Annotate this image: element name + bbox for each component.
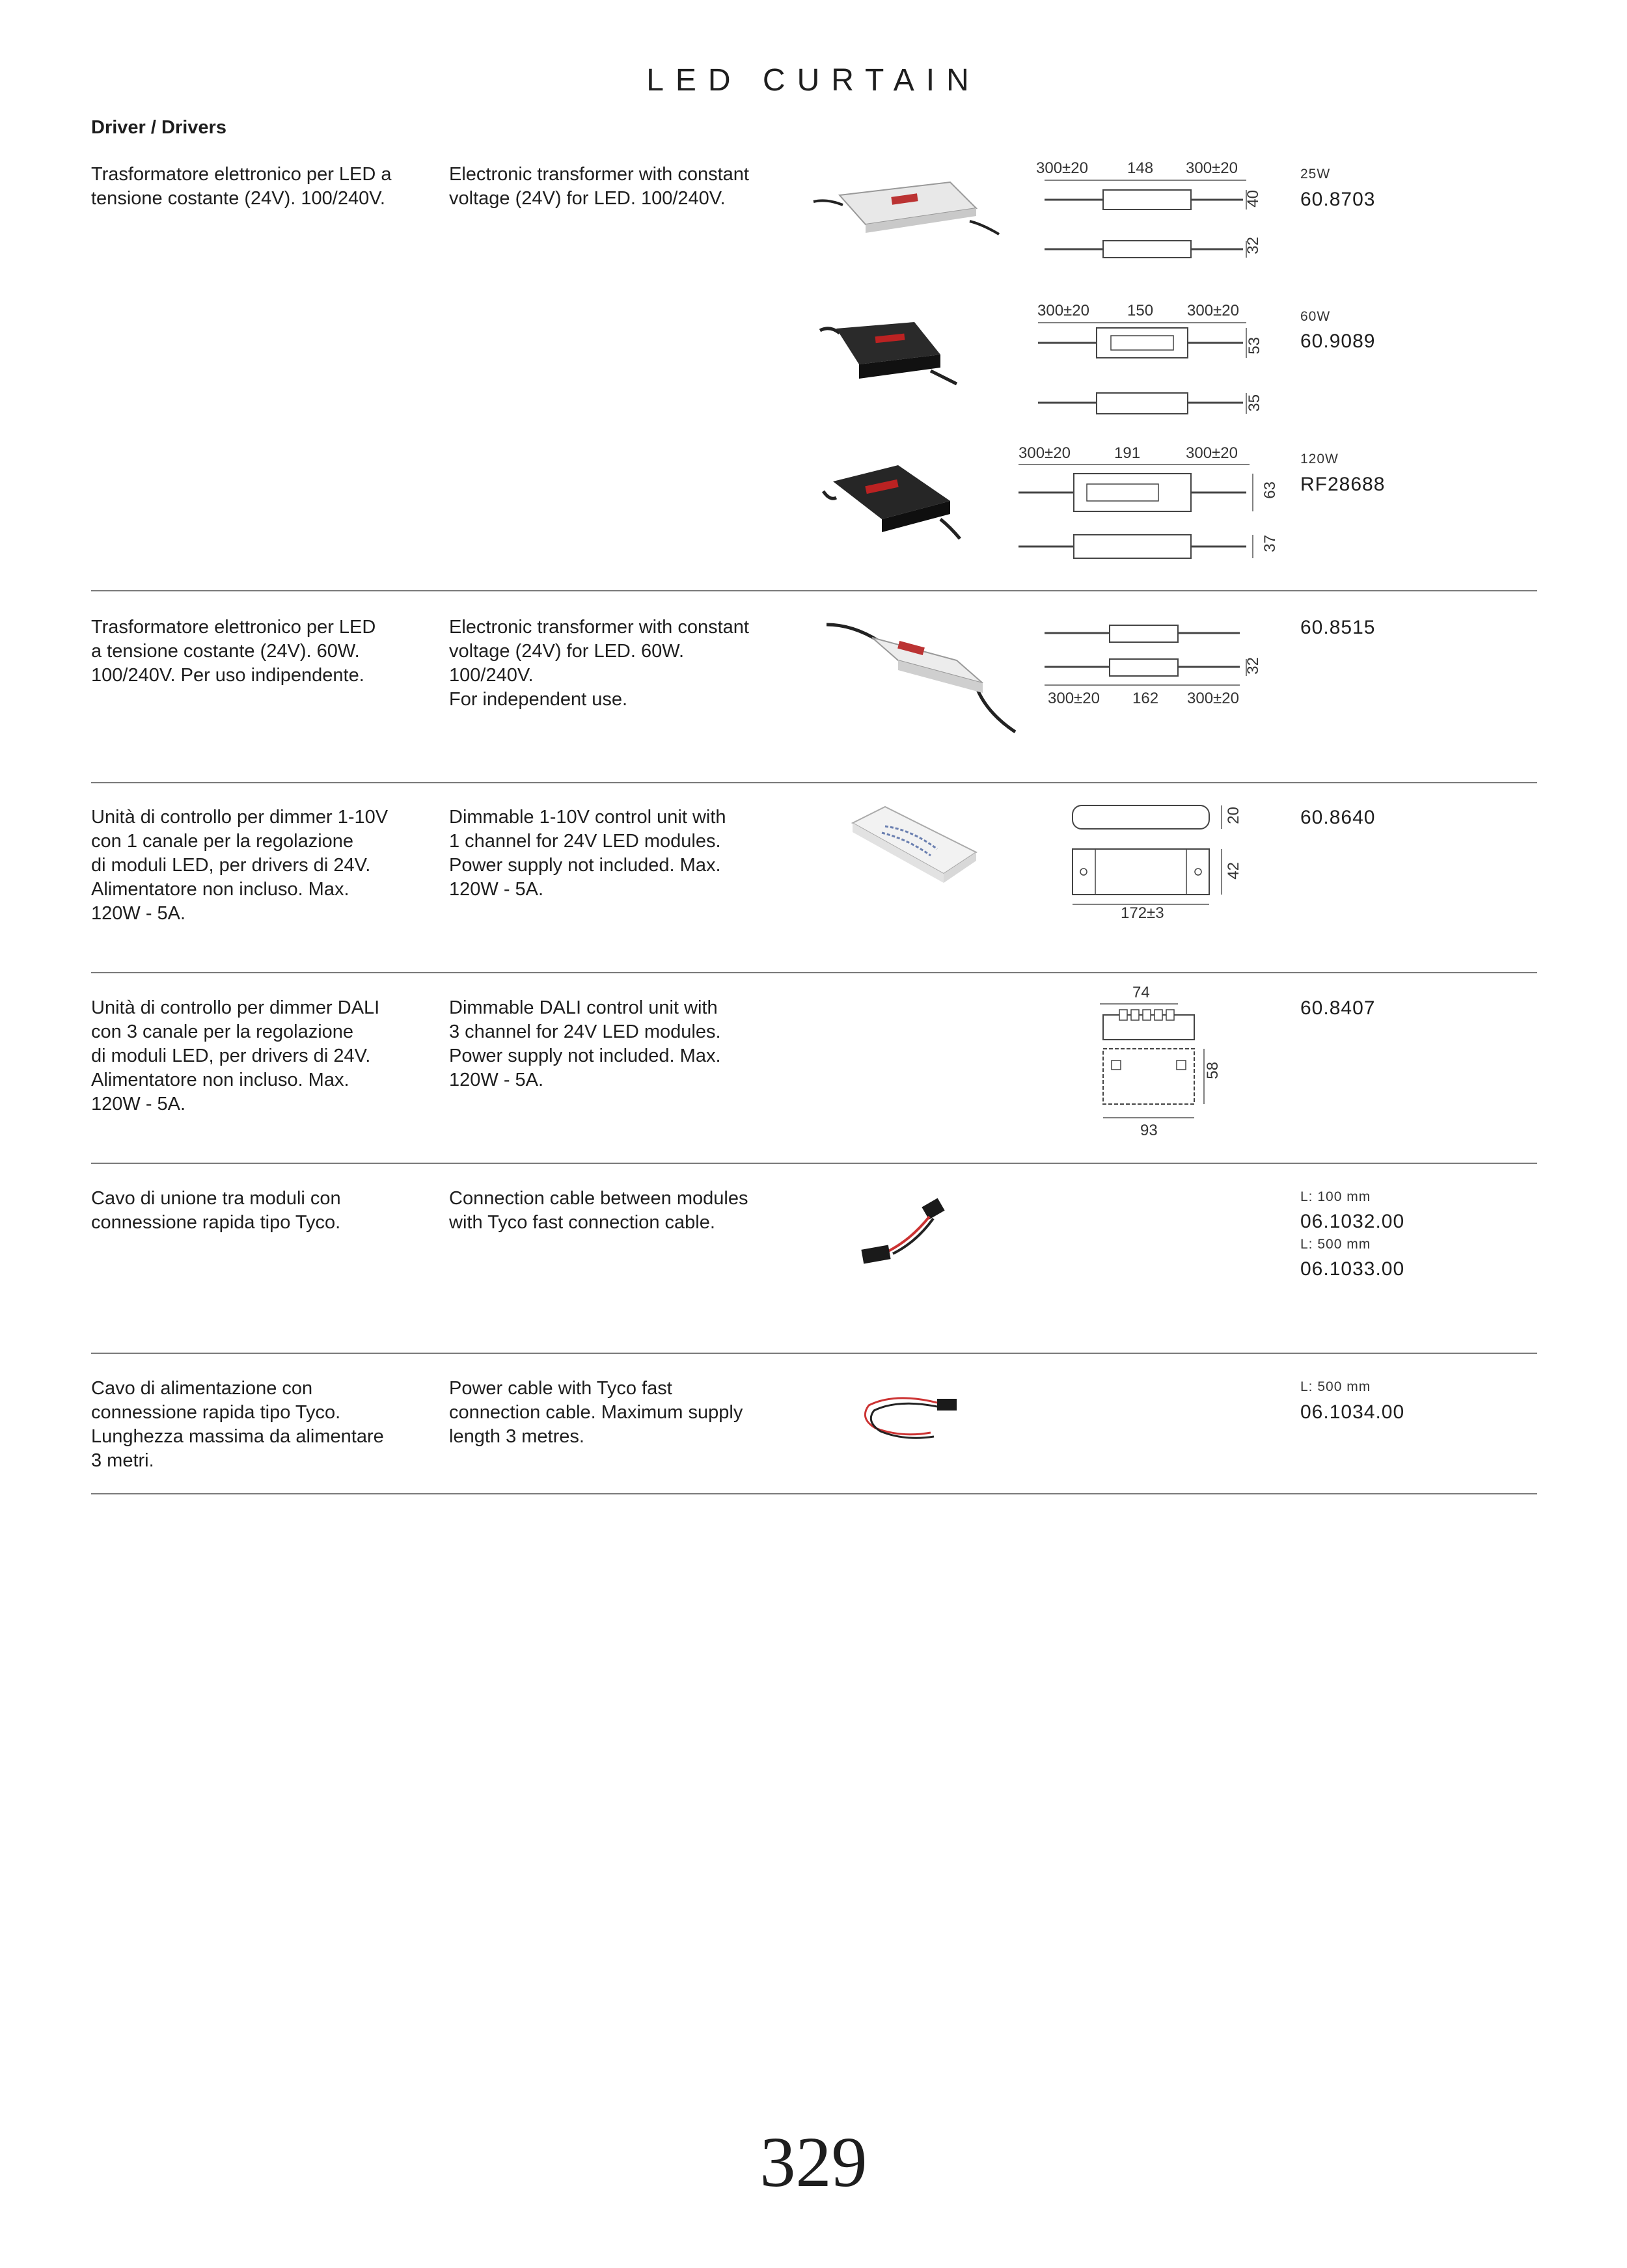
variant-label: 120W — [1300, 452, 1339, 466]
connection-cable-photo — [859, 1200, 963, 1269]
page-number: 329 — [759, 2122, 868, 2202]
dim-body: 162 — [1132, 690, 1159, 707]
dimmer-1-10v-photo — [846, 803, 983, 895]
page-title: LED CURTAIN — [646, 63, 981, 98]
variant-label: L: 100 mm — [1300, 1189, 1371, 1204]
dim-width: 74 — [1132, 984, 1150, 1001]
driver-25w-drawing — [1045, 179, 1253, 270]
variant-label: 25W — [1300, 167, 1331, 182]
dim-height: 32 — [1244, 657, 1262, 675]
variant-label: L: 500 mm — [1300, 1379, 1371, 1394]
product-code: 06.1034.00 — [1300, 1401, 1405, 1423]
dim-length: 172±3 — [1121, 904, 1164, 922]
description-italian: Trasformatore elettronico per LED a tensione costante (24V). 100/240V. — [91, 164, 392, 209]
description-italian: Cavo di alimentazione con connessione rapida tipo Tyco. Lunghezza massima da alimentare 3 metri. — [91, 1378, 384, 1471]
dim-height: 35 — [1246, 394, 1263, 412]
product-code: 06.1033.00 — [1300, 1258, 1405, 1280]
row-divider — [91, 1163, 1537, 1164]
dim-length: 93 — [1140, 1122, 1158, 1139]
dim-height: 32 — [1244, 237, 1262, 254]
product-code: 06.1032.00 — [1300, 1211, 1405, 1232]
variant-label: 60W — [1300, 309, 1331, 324]
description-italian: Unità di controllo per dimmer DALI con 3 canale per la regolazione di moduli LED, per drivers di 24V. Alimentatore non incluso. Max. 120W - 5A. — [91, 997, 380, 1114]
dim-length: 300±20 — [1187, 690, 1239, 707]
dim-height: 63 — [1261, 481, 1279, 499]
product-code: 60.8703 — [1300, 189, 1376, 210]
description-english: Connection cable between modules with Tyco fast connection cable. — [449, 1188, 748, 1233]
section-heading: Driver / Drivers — [91, 117, 226, 138]
description-italian: Trasformatore elettronico per LED a tensione costante (24V). 60W. 100/240V. Per uso indipendente. — [91, 617, 376, 686]
product-code: 60.8640 — [1300, 807, 1376, 828]
description-italian: Cavo di unione tra moduli con connessione rapida tipo Tyco. — [91, 1188, 341, 1233]
driver-60w-drawing — [1038, 321, 1253, 419]
dim-length: 300±20 — [1019, 444, 1071, 462]
description-italian: Unità di controllo per dimmer 1-10V con 1 canale per la regolazione di moduli LED, per drivers di 24V. Alimentatore non incluso. Max. 120W - 5A. — [91, 807, 389, 924]
dim-length: 300±20 — [1186, 444, 1238, 462]
dimmer-dali-drawing — [1100, 1002, 1210, 1122]
driver-120w-drawing — [1019, 463, 1263, 567]
dim-length: 300±20 — [1186, 159, 1238, 177]
dim-height: 58 — [1204, 1062, 1222, 1079]
dim-length: 300±20 — [1037, 302, 1089, 319]
dim-width: 42 — [1225, 862, 1242, 880]
dim-height: 40 — [1244, 190, 1262, 208]
dim-length: 300±20 — [1187, 302, 1239, 319]
dim-body: 150 — [1127, 302, 1154, 319]
description-english: Dimmable DALI control unit with 3 channel for 24V LED modules. Power supply not included. Max. 120W - 5A. — [449, 997, 721, 1090]
product-code: 60.8515 — [1300, 617, 1376, 638]
power-cable-photo — [856, 1386, 966, 1448]
dim-height: 37 — [1261, 535, 1279, 552]
description-english: Dimmable 1-10V control unit with 1 channel for 24V LED modules. Power supply not included. Max. 120W - 5A. — [449, 807, 726, 900]
row-divider — [91, 590, 1537, 591]
driver-60w-photo — [817, 319, 960, 390]
product-code: 60.9089 — [1300, 331, 1376, 352]
dim-length: 300±20 — [1048, 690, 1100, 707]
description-english: Electronic transformer with constant voltage (24V) for LED. 100/240V. — [449, 164, 749, 209]
row-divider — [91, 972, 1537, 973]
driver-25w-photo — [814, 176, 1002, 241]
row-divider — [91, 782, 1537, 783]
variant-label: L: 500 mm — [1300, 1237, 1371, 1252]
product-code: RF28688 — [1300, 474, 1386, 495]
description-english: Power cable with Tyco fast connection cable. Maximum supply length 3 metres. — [449, 1378, 743, 1447]
row-divider — [91, 1493, 1537, 1494]
driver-60w-drawing — [1045, 621, 1259, 686]
driver-60w-photo — [827, 621, 1022, 735]
dim-height: 53 — [1246, 337, 1263, 355]
product-code: 60.8407 — [1300, 997, 1376, 1019]
row-divider — [91, 1353, 1537, 1354]
dim-height: 20 — [1225, 807, 1242, 824]
dimmer-1-10v-drawing — [1071, 803, 1240, 908]
dim-body: 191 — [1114, 444, 1141, 462]
driver-120w-photo — [820, 462, 963, 540]
dim-length: 300±20 — [1036, 159, 1088, 177]
dim-body: 148 — [1127, 159, 1154, 177]
description-english: Electronic transformer with constant voltage (24V) for LED. 60W. 100/240V. For independent use. — [449, 617, 749, 710]
